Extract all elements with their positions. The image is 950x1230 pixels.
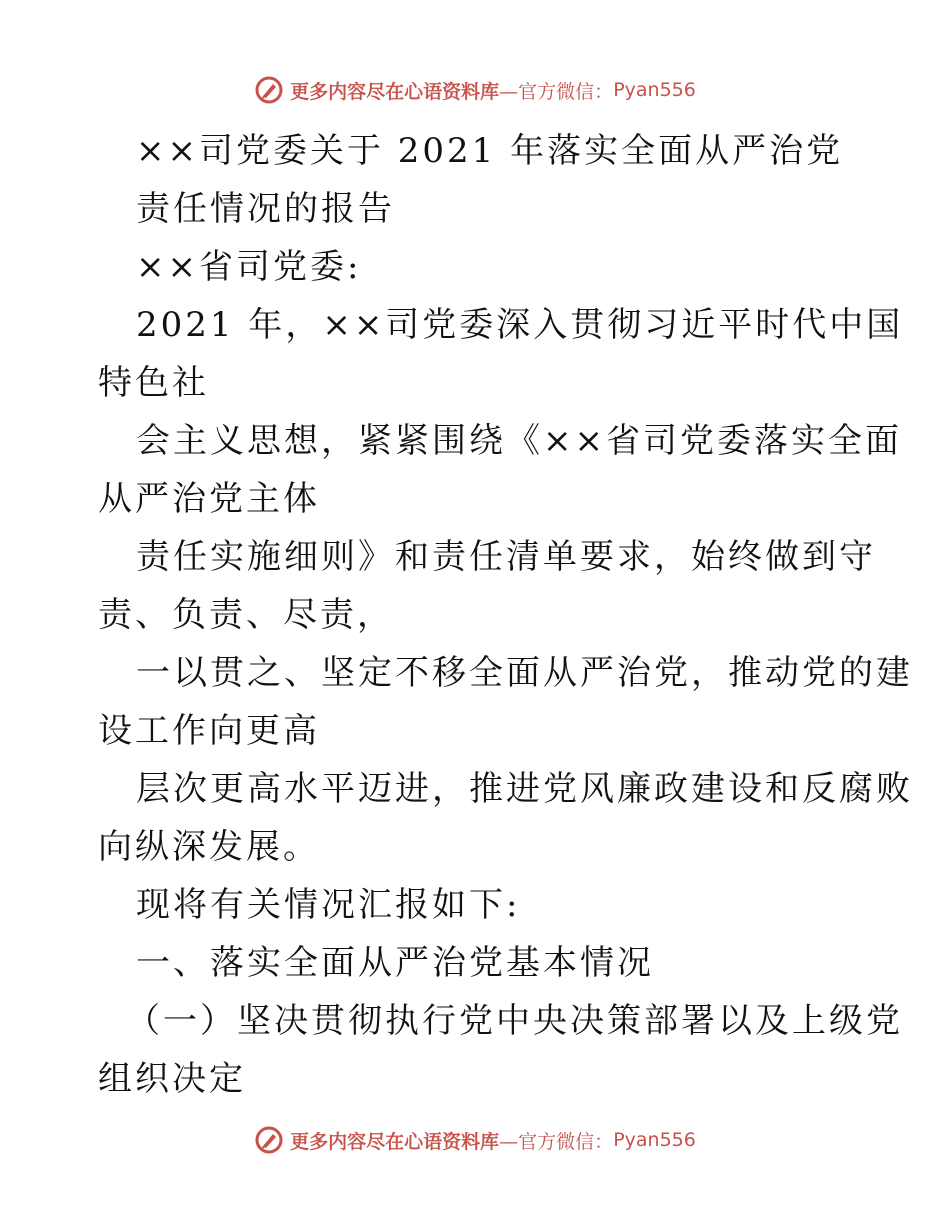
paragraph-line: 特色社 xyxy=(98,363,209,403)
paragraph-line: 现将有关情况汇报如下: xyxy=(136,885,521,925)
subsection-heading: （一）坚决贯彻执行党中央决策部署以及上级党 xyxy=(126,1001,903,1041)
document-body xyxy=(98,122,913,1108)
paragraph-line: 从严治党主体 xyxy=(98,479,320,519)
banner-dash-text: —官方微信： xyxy=(499,1130,614,1153)
banner-handle: Pyan556 xyxy=(613,79,696,101)
paragraph-line: 一以贯之、坚定不移全面从严治党，推动党的建 xyxy=(136,653,913,693)
banner-main-text: 更多内容尽在心语资料库 xyxy=(290,1130,500,1153)
banner-dash-text: —官方微信： xyxy=(499,80,614,103)
header-watermark-banner xyxy=(0,70,950,110)
paragraph-line: 责任实施细则》和责任清单要求，始终做到守 xyxy=(136,537,876,577)
subsection-heading-continued: 组织决定 xyxy=(98,1059,246,1099)
pen-nib-logo-icon xyxy=(254,75,284,105)
banner-handle: Pyan556 xyxy=(613,1129,696,1151)
title-line-2: 责任情况的报告 xyxy=(136,189,395,229)
paragraph-line: 设工作向更高 xyxy=(98,711,320,751)
paragraph-line: 层次更高水平迈进，推进党风廉政建设和反腐败 xyxy=(136,769,913,809)
addressee-line: ××省司党委: xyxy=(136,247,362,287)
paragraph-line: 责、负责、尽责， xyxy=(98,595,394,635)
pen-nib-logo-icon xyxy=(254,1125,284,1155)
section-heading: 一、落实全面从严治党基本情况 xyxy=(136,943,654,983)
paragraph-line: 会主义思想，紧紧围绕《××省司党委落实全面 xyxy=(136,421,902,461)
paragraph-line: 2021 年，××司党委深入贯彻习近平时代中国 xyxy=(136,305,904,345)
paragraph-line: 向纵深发展。 xyxy=(98,827,320,867)
banner-main-text: 更多内容尽在心语资料库 xyxy=(290,80,500,103)
footer-watermark-banner xyxy=(0,1120,950,1160)
title-line-1: ××司党委关于 2021 年落实全面从严治党 xyxy=(136,131,844,171)
